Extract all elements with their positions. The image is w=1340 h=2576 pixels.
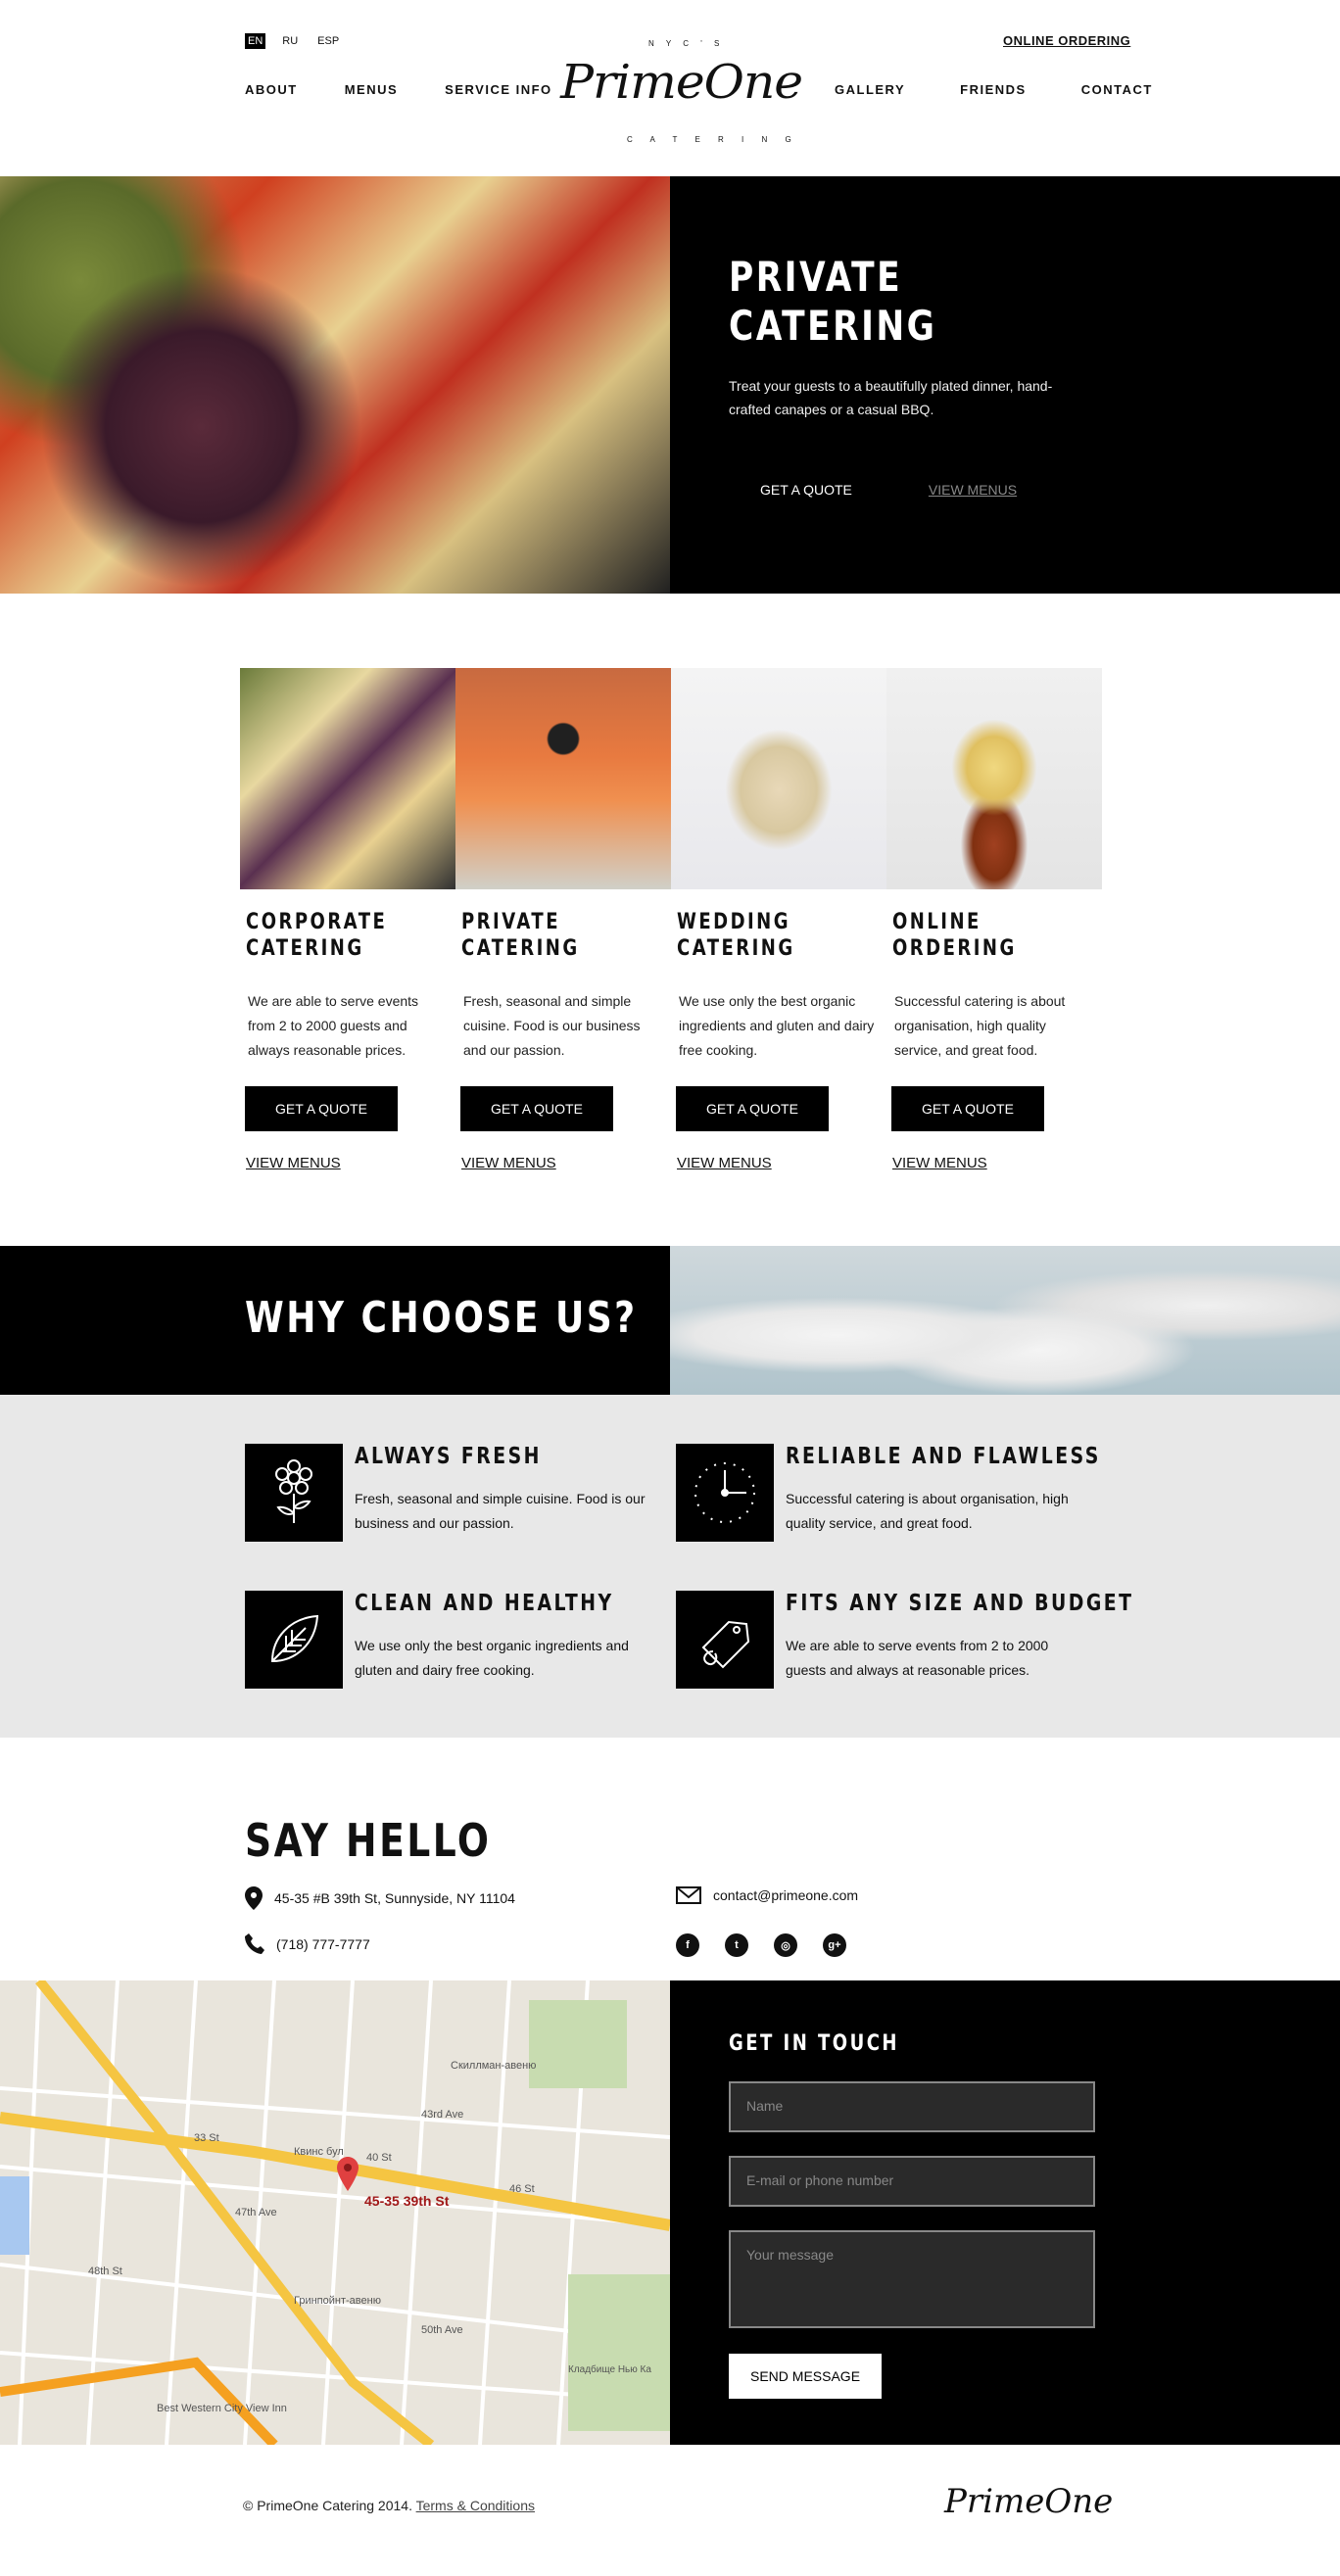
map-pin-icon	[245, 1886, 263, 1910]
service-card-corporate	[240, 668, 455, 1171]
feature-text: Successful catering is about organisation, high quality service, and great food.	[786, 1491, 1069, 1531]
service-title: CATERING	[246, 936, 364, 961]
map-street-label: 33 St	[194, 2132, 219, 2144]
nav-menus[interactable]: MENUS	[344, 82, 399, 97]
quote-button[interactable]: GET A QUOTE	[245, 1086, 398, 1131]
service-text: We use only the best organic ingredients and gluten and dairy free cooking.	[679, 993, 875, 1058]
service-image	[455, 668, 671, 889]
hero-quote-button[interactable]: GET A QUOTE	[729, 468, 884, 511]
phone-icon	[245, 1933, 264, 1955]
email-text[interactable]: contact@primeone.com	[713, 1887, 859, 1903]
service-title: WEDDING	[677, 910, 791, 934]
brand-tagline-top: N Y C ' S	[648, 39, 725, 48]
why-image	[670, 1246, 1340, 1395]
feature-title: RELIABLE AND FLAWLESS	[786, 1444, 1101, 1469]
map-form-section	[0, 1980, 1340, 2445]
map-street-label: 43rd Ave	[421, 2109, 464, 2121]
services-grid	[240, 668, 1340, 1171]
footer-logo[interactable]: PrimeOne	[944, 2482, 1114, 2521]
name-field[interactable]: Name	[729, 2081, 1095, 2132]
map-street-label: Скиллман-авеню	[451, 2060, 537, 2072]
feature-item	[245, 1591, 671, 1689]
location-map[interactable]	[0, 1980, 670, 2445]
contact-form	[670, 1980, 1340, 2445]
map-street-label: 46 St	[509, 2183, 535, 2195]
service-title: CATERING	[461, 936, 580, 961]
feature-text: We use only the best organic ingredients and gluten and dairy free cooking.	[355, 1638, 629, 1678]
feature-item	[676, 1591, 1211, 1689]
service-text: Fresh, seasonal and simple cuisine. Food is our business and our passion.	[463, 993, 641, 1058]
feature-item	[676, 1444, 1170, 1542]
nav-contact[interactable]: CONTACT	[1080, 82, 1153, 97]
instagram-icon[interactable]: ◎	[774, 1933, 797, 1957]
quote-button[interactable]: GET A QUOTE	[891, 1086, 1044, 1131]
send-message-button[interactable]: SEND MESSAGE	[729, 2354, 882, 2399]
service-title: ONLINE	[892, 910, 981, 934]
nav-about[interactable]: ABOUT	[245, 82, 298, 97]
copyright-text: © PrimeOne Catering 2014.	[243, 2498, 412, 2513]
hero-section	[0, 176, 1340, 594]
view-menus-link[interactable]: VIEW MENUS	[892, 1155, 987, 1171]
nav-gallery[interactable]: GALLERY	[835, 82, 906, 97]
phone-line	[245, 1933, 370, 1955]
map-street-label: Квинс бул	[294, 2146, 344, 2158]
service-title: ORDERING	[892, 936, 1017, 961]
social-links	[676, 1933, 846, 1957]
nav-right	[835, 82, 1153, 97]
clock-icon	[676, 1444, 774, 1542]
phone-text[interactable]: (718) 777-7777	[276, 1936, 370, 1952]
feature-text: Fresh, seasonal and simple cuisine. Food is our business and our passion.	[355, 1491, 646, 1531]
quote-button[interactable]: GET A QUOTE	[676, 1086, 829, 1131]
feature-title: FITS ANY SIZE AND BUDGET	[786, 1591, 1134, 1616]
why-banner	[0, 1246, 1340, 1395]
address-text: 45-35 #B 39th St, Sunnyside, NY 11104	[274, 1890, 515, 1906]
service-title: CORPORATE	[246, 910, 388, 934]
site-header	[0, 0, 1340, 176]
brand-tagline-bottom: C A T E R I N G	[627, 135, 799, 144]
service-card-wedding	[671, 668, 886, 1171]
email-phone-field[interactable]: E-mail or phone number	[729, 2156, 1095, 2207]
features-section	[0, 1395, 1340, 1738]
nav-friends[interactable]: FRIENDS	[960, 82, 1027, 97]
service-title: PRIVATE	[461, 910, 560, 934]
nav-left	[245, 82, 552, 97]
map-street-label: 50th Ave	[421, 2324, 463, 2336]
service-text: We are able to serve events from 2 to 2000 guests and always reasonable prices.	[248, 993, 419, 1058]
hero-menus-link[interactable]: VIEW MENUS	[928, 482, 1018, 498]
hero-image	[0, 176, 670, 594]
hero-panel	[670, 176, 1340, 594]
message-field[interactable]: Your message	[729, 2230, 1095, 2328]
email-line	[676, 1886, 858, 1904]
lang-ru[interactable]: RU	[282, 35, 299, 47]
service-card-online	[886, 668, 1102, 1171]
service-image	[886, 668, 1102, 889]
service-title: CATERING	[677, 936, 795, 961]
logo[interactable]: PrimeOne	[560, 55, 803, 110]
service-image	[240, 668, 455, 889]
map-poi-label: Кладбище Нью Ка	[568, 2364, 651, 2375]
map-poi-label: Best Western City View Inn	[157, 2403, 287, 2414]
hero-subtitle: Treat your guests to a beautifully plated dinner, hand-crafted canapes or a casual BBQ.	[729, 378, 1053, 417]
facebook-icon[interactable]: f	[676, 1933, 699, 1957]
feature-item	[245, 1444, 658, 1542]
envelope-icon	[676, 1886, 701, 1904]
language-switcher	[245, 33, 342, 49]
tag-icon	[676, 1591, 774, 1689]
feature-title: CLEAN AND HEALTHY	[355, 1591, 614, 1616]
view-menus-link[interactable]: VIEW MENUS	[461, 1155, 556, 1171]
map-marker-label: 45-35 39th St	[364, 2193, 450, 2209]
view-menus-link[interactable]: VIEW MENUS	[677, 1155, 772, 1171]
hero-title-line2: CATERING	[729, 302, 937, 350]
service-image	[671, 668, 886, 889]
map-street-label: 48th St	[88, 2266, 122, 2277]
twitter-icon[interactable]: t	[725, 1933, 748, 1957]
leaf-icon	[245, 1591, 343, 1689]
feature-text: We are able to serve events from 2 to 2000 guests and always at reasonable prices.	[786, 1638, 1049, 1678]
site-footer	[0, 2445, 1340, 2560]
map-street-label: 47th Ave	[235, 2207, 277, 2218]
feature-title: ALWAYS FRESH	[355, 1444, 542, 1469]
service-card-private	[455, 668, 671, 1171]
form-title: GET IN TOUCH	[729, 2031, 899, 2056]
lang-esp[interactable]: ESP	[317, 35, 340, 47]
say-hello-title: SAY HELLO	[245, 1814, 492, 1867]
flower-icon	[245, 1444, 343, 1542]
why-title: WHY CHOOSE US?	[245, 1293, 638, 1343]
copyright	[243, 2498, 535, 2513]
nav-service-info[interactable]: SERVICE INFO	[445, 82, 552, 97]
terms-link[interactable]: Terms & Conditions	[415, 2498, 535, 2513]
map-street-label: 40 St	[366, 2152, 392, 2164]
lang-en[interactable]: EN	[245, 33, 265, 49]
online-ordering-link[interactable]: ONLINE ORDERING	[1003, 33, 1131, 48]
service-text: Successful catering is about organisation, high quality service, and great food.	[894, 993, 1066, 1058]
map-street-label: Гринпойнт-авеню	[294, 2295, 381, 2307]
quote-button[interactable]: GET A QUOTE	[460, 1086, 613, 1131]
hero-title-line1: PRIVATE	[729, 253, 903, 301]
contact-section	[0, 1738, 1340, 1980]
view-menus-link[interactable]: VIEW MENUS	[246, 1155, 341, 1171]
google-plus-icon[interactable]: g+	[823, 1933, 846, 1957]
address-line	[245, 1886, 515, 1910]
